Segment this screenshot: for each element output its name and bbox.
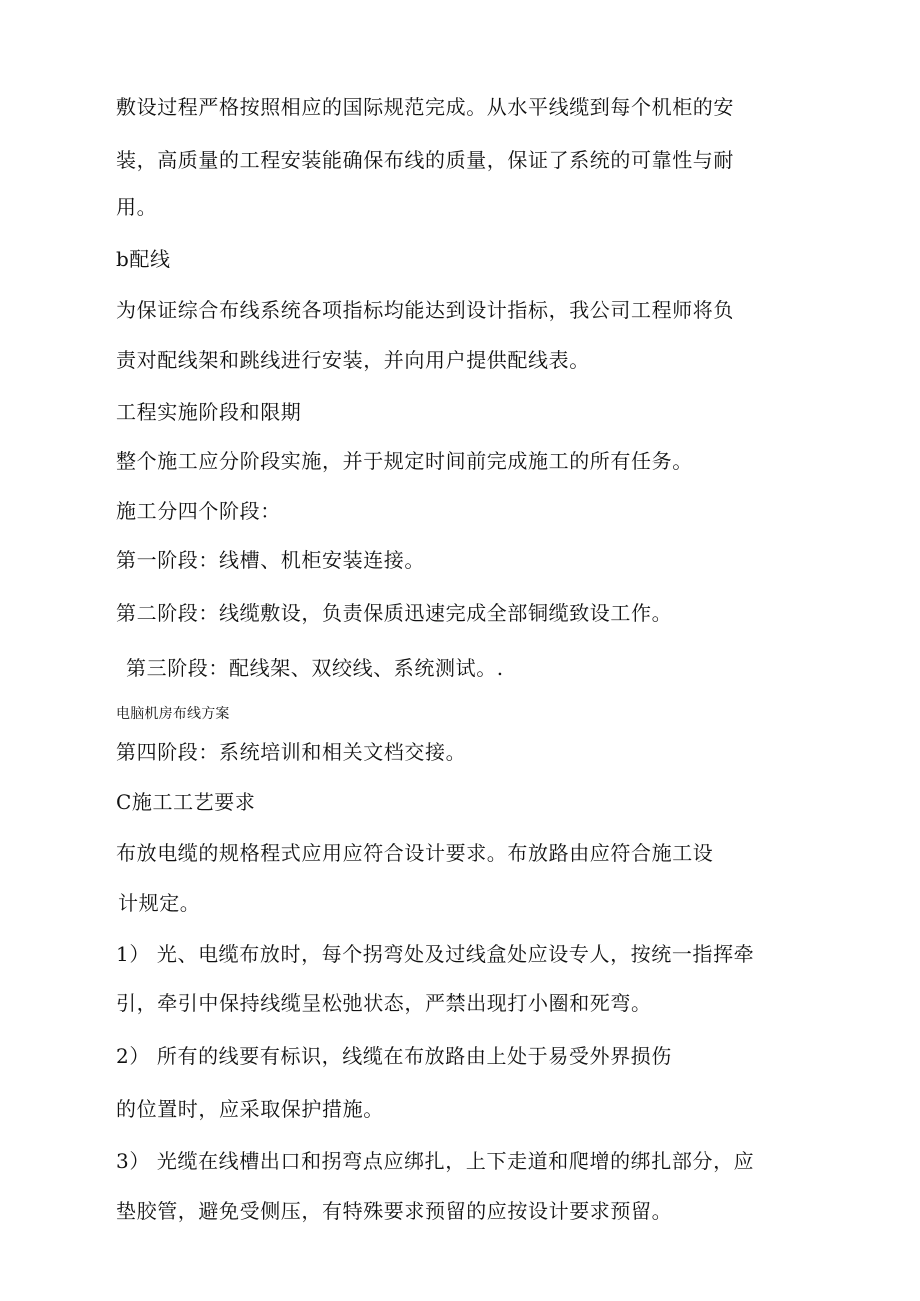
paragraph-line: 计规定。 [118,891,201,915]
section-heading: 工程实施阶段和限期 [116,400,302,424]
list-item: 2） 所有的线要有标识，线缆在布放路由上处于易受外界损伤 [116,1044,672,1068]
paragraph-line: 用。 [116,195,158,219]
paragraph-line: 为保证综合布线系统各项指标均能达到设计指标，我公司工程师将负 [116,298,734,322]
list-item: 1） 光、电缆布放时，每个拐弯处及过线盒处应设专人，按统一指挥牵 [116,942,755,966]
stage-item: 第三阶段：配线架、双绞线、系统测试。. [126,656,504,680]
paragraph-line: 装，高质量的工程安装能确保布线的质量，保证了系统的可靠性与耐 [116,148,734,172]
stage-item: 第四阶段：系统培训和相关文档交接。 [116,740,467,764]
list-item-continuation: 引，牵引中保持线缆呈松弛状态，严禁出现打小圈和死弯。 [116,991,652,1015]
paragraph-line: 施工分四个阶段： [116,499,281,523]
list-item: 3） 光缆在线槽出口和拐弯点应绑扎，上下走道和爬增的绑扎部分，应 [116,1149,755,1173]
stage-item: 第一阶段：线槽、机柜安装连接。 [116,548,425,572]
paragraph-line: 敷设过程严格按照相应的国际规范完成。从水平线缆到每个机柜的安 [116,95,734,119]
section-heading: C施工工艺要求 [116,790,256,814]
paragraph-line: 责对配线架和跳线进行安装，并向用户提供配线表。 [116,348,590,372]
paragraph-line: 布放电缆的规格程式应用应符合设计要求。布放路由应符合施工设 [116,841,714,865]
paragraph-line: 整个施工应分阶段实施，并于规定时间前完成施工的所有任务。 [116,449,693,473]
section-heading: b配线 [116,247,171,271]
header-note: 电脑机房布线方案 [116,706,230,722]
list-item-continuation: 的位置时，应采取保护措施。 [116,1097,384,1121]
list-item-continuation: 垫胶管，避免受侧压，有特殊要求预留的应按设计要求预留。 [116,1199,673,1223]
stage-item: 第二阶段：线缆敷设，负责保质迅速完成全部铜缆致设工作。 [116,601,673,625]
